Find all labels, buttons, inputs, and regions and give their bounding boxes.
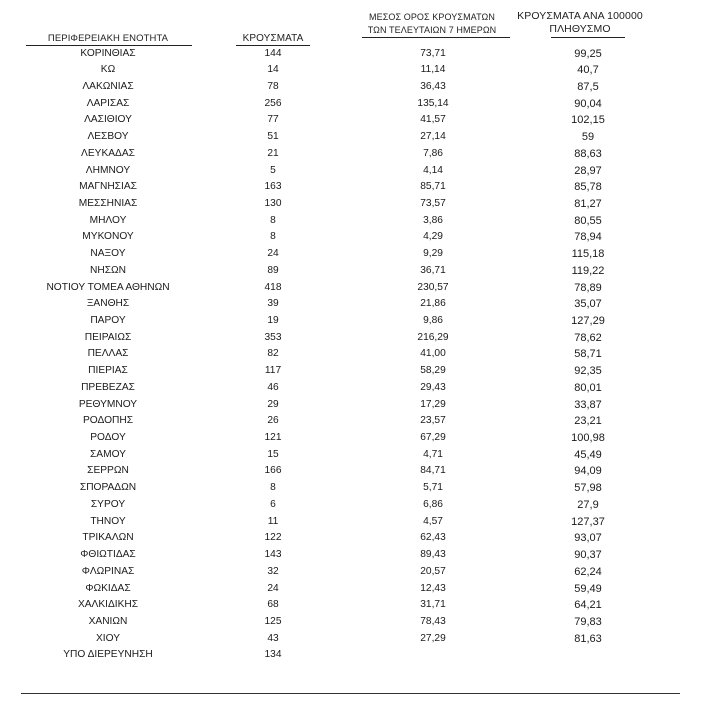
- table-row: [0, 547, 703, 564]
- table-row: [0, 296, 703, 313]
- cell-cases: 24: [267, 582, 279, 594]
- cell-cases: 256: [264, 97, 282, 109]
- cell-cases-per-100000: 78,94: [574, 231, 602, 244]
- cell-region: ΛΑΚΩΝΙΑΣ: [82, 80, 134, 92]
- table-body: [0, 46, 703, 665]
- cell-cases-per-100000: 59,49: [574, 582, 602, 595]
- cell-region: ΣΑΜΟΥ: [90, 448, 126, 460]
- cell-avg-7-days: 21,86: [420, 298, 446, 310]
- cell-cases-per-100000: 100,98: [571, 432, 605, 445]
- cell-region: ΛΑΡΙΣΑΣ: [86, 97, 130, 109]
- cell-avg-7-days: 36,43: [420, 80, 446, 92]
- cell-region: ΠΑΡΟΥ: [90, 315, 126, 326]
- cell-cases: 26: [267, 415, 279, 427]
- table-row: [0, 514, 703, 531]
- cell-region: ΚΩ: [100, 64, 116, 76]
- cell-region: ΧΑΝΙΩΝ: [88, 615, 128, 627]
- cell-avg-7-days: 230,57: [417, 281, 449, 293]
- cell-region: ΝΟΤΙΟΥ ΤΟΜΕΑ ΑΘΗΝΩΝ: [46, 281, 170, 293]
- cell-avg-7-days: 9,29: [423, 248, 443, 260]
- table-row: [0, 597, 703, 614]
- cell-avg-7-days: 41,57: [420, 114, 446, 126]
- cell-cases-per-100000: 119,22: [571, 264, 605, 277]
- cell-avg-7-days: 27,14: [420, 131, 446, 143]
- header-avg-7-days: [348, 11, 516, 36]
- cell-region: ΜΥΚΟΝΟΥ: [82, 231, 134, 243]
- cell-avg-7-days: 67,29: [420, 432, 446, 444]
- header-region: ΠΕΡΙΦΕΡΕΙΑΚΗ ΕΝΟΤΗΤΑ: [47, 33, 169, 44]
- cell-cases: 6: [270, 498, 276, 510]
- cell-region: ΧΑΛΚΙΔΙΚΗΣ: [77, 599, 139, 611]
- cell-cases: 5: [270, 164, 276, 176]
- cell-cases-per-100000: 35,07: [574, 298, 602, 311]
- cell-cases-per-100000: 92,35: [574, 365, 602, 378]
- cell-avg-7-days: 4,57: [423, 515, 443, 527]
- cell-cases-per-100000: 58,71: [574, 348, 602, 361]
- cell-cases: 24: [267, 248, 279, 260]
- header-per100k-line1: ΚΡΟΥΣΜΑΤΑ ΑΝΑ 100000: [517, 10, 643, 22]
- cell-region: ΥΠΟ ΔΙΕΡΕΥΝΗΣΗ: [63, 649, 153, 661]
- cell-region: ΣΕΡΡΩΝ: [87, 465, 129, 477]
- table-row: [0, 497, 703, 514]
- cell-cases-per-100000: 40,7: [577, 64, 599, 77]
- cell-region: ΦΘΙΩΤΙΔΑΣ: [80, 549, 136, 561]
- cell-cases-per-100000: 87,5: [577, 80, 599, 93]
- table-row: [0, 313, 703, 330]
- header-cases-per-100000: [515, 10, 645, 36]
- header-avg-line2: ΤΩΝ ΤΕΛΕΥΤΑΙΩΝ 7 ΗΜΕΡΩΝ: [367, 24, 497, 35]
- cell-cases: 143: [264, 549, 282, 561]
- cell-cases-per-100000: 78,89: [574, 281, 602, 294]
- table-row: [0, 581, 703, 598]
- cell-avg-7-days: 85,71: [420, 181, 446, 193]
- cell-cases-per-100000: 80,01: [574, 381, 602, 394]
- table-row: [0, 146, 703, 163]
- table-row: [0, 79, 703, 96]
- table-row: [0, 46, 703, 63]
- cell-avg-7-days: 73,57: [420, 197, 446, 209]
- cell-avg-7-days: 89,43: [420, 549, 446, 561]
- cell-avg-7-days: 73,71: [420, 47, 446, 59]
- cell-avg-7-days: 41,00: [420, 348, 446, 360]
- cell-cases-per-100000: 57,98: [574, 482, 602, 495]
- table-row: [0, 196, 703, 213]
- cell-cases: 15: [267, 448, 279, 460]
- cell-cases-per-100000: 59: [581, 131, 595, 144]
- cell-avg-7-days: 36,71: [420, 264, 446, 276]
- cell-cases-per-100000: 102,15: [571, 114, 605, 127]
- cell-avg-7-days: 216,29: [417, 331, 449, 343]
- cell-region: ΣΥΡΟΥ: [90, 498, 126, 510]
- header-avg-underline: [362, 37, 510, 38]
- cell-cases-per-100000: 88,63: [574, 147, 602, 160]
- cell-region: ΜΑΓΝΗΣΙΑΣ: [79, 181, 137, 193]
- table-row: [0, 480, 703, 497]
- cell-avg-7-days: 62,43: [420, 532, 446, 544]
- cell-avg-7-days: 23,57: [420, 415, 446, 427]
- cell-avg-7-days: 7,86: [423, 147, 443, 159]
- cell-cases-per-100000: 90,04: [574, 97, 602, 110]
- cell-cases-per-100000: 27,9: [577, 498, 599, 511]
- cell-cases-per-100000: 85,78: [574, 181, 602, 194]
- cell-cases: 46: [267, 381, 279, 393]
- cell-cases: 418: [264, 281, 282, 293]
- cell-region: ΛΑΣΙΘΙΟΥ: [84, 114, 132, 126]
- cell-avg-7-days: 4,71: [423, 448, 443, 460]
- cell-cases-per-100000: 81,27: [574, 197, 602, 210]
- cell-cases: 163: [264, 181, 282, 193]
- cell-cases: 166: [264, 465, 282, 477]
- cell-region: ΝΗΣΩΝ: [90, 264, 126, 276]
- cell-region: ΧΙΟΥ: [95, 632, 121, 644]
- cell-region: ΤΡΙΚΑΛΩΝ: [82, 532, 134, 544]
- cell-avg-7-days: 20,57: [420, 565, 446, 577]
- table-row: [0, 129, 703, 146]
- cell-region: ΠΕΛΛΑΣ: [87, 348, 129, 360]
- cell-cases: 68: [267, 599, 279, 611]
- cell-cases: 32: [267, 565, 279, 577]
- table-row: [0, 179, 703, 196]
- cell-region: ΡΟΔΟΠΗΣ: [82, 415, 134, 427]
- cell-cases: 43: [267, 632, 279, 644]
- cell-region: ΡΕΘΥΜΝΟΥ: [78, 398, 138, 410]
- header-avg-line1: ΜΕΣΟΣ ΟΡΟΣ ΚΡΟΥΣΜΑΤΩΝ: [369, 12, 495, 22]
- cell-avg-7-days: 4,14: [423, 164, 443, 176]
- cell-avg-7-days: 29,43: [420, 381, 446, 393]
- cell-cases: 121: [264, 432, 282, 444]
- cell-cases-per-100000: 93,07: [574, 532, 602, 545]
- cell-region: ΡΟΔΟΥ: [90, 432, 126, 444]
- cell-cases: 144: [264, 47, 282, 59]
- cell-avg-7-days: 84,71: [420, 465, 446, 477]
- cell-region: ΚΟΡΙΝΘΙΑΣ: [80, 47, 136, 59]
- table-row: [0, 647, 703, 664]
- header-per100k-line2: ΠΛΗΘΥΣΜΟ: [549, 23, 611, 35]
- cell-cases-per-100000: 62,24: [574, 565, 602, 578]
- table-row: [0, 397, 703, 414]
- cell-avg-7-days: 12,43: [420, 582, 446, 594]
- cell-avg-7-days: 5,71: [423, 482, 443, 494]
- cell-avg-7-days: 78,43: [420, 615, 446, 627]
- header-cases: ΚΡΟΥΣΜΑΤΑ: [242, 33, 304, 44]
- cell-region: ΛΕΥΚΑΔΑΣ: [81, 147, 135, 159]
- cell-cases: 78: [267, 80, 279, 92]
- cell-region: ΞΑΝΘΗΣ: [86, 298, 130, 310]
- table-row: [0, 564, 703, 581]
- table-row: [0, 280, 703, 297]
- cell-cases-per-100000: 90,37: [574, 549, 602, 562]
- cell-cases: 117: [264, 365, 282, 377]
- cell-avg-7-days: 11,14: [420, 64, 446, 76]
- table-row: [0, 447, 703, 464]
- cell-avg-7-days: 3,86: [423, 214, 443, 226]
- cell-cases-per-100000: 80,55: [574, 214, 602, 227]
- table-row: [0, 430, 703, 447]
- cell-region: ΜΗΛΟΥ: [89, 214, 127, 226]
- cell-cases-per-100000: 99,25: [574, 47, 602, 60]
- cell-cases: 8: [270, 231, 276, 243]
- table-row: [0, 463, 703, 480]
- cell-cases-per-100000: 127,37: [571, 515, 605, 528]
- cell-cases: 353: [264, 331, 282, 343]
- table-bottom-rule: [21, 693, 680, 694]
- cell-cases: 82: [267, 348, 279, 360]
- cell-cases-per-100000: 127,29: [571, 315, 605, 327]
- cell-region: ΣΠΟΡΑΔΩΝ: [79, 482, 137, 494]
- cell-region: ΝΑΞΟΥ: [90, 248, 126, 260]
- cell-cases-per-100000: 115,18: [571, 248, 605, 261]
- cell-region: ΦΛΩΡΙΝΑΣ: [81, 565, 135, 577]
- cell-cases: 134: [264, 649, 282, 661]
- cell-cases: 14: [267, 64, 279, 76]
- table-row: [0, 112, 703, 129]
- cell-avg-7-days: 4,29: [423, 231, 443, 243]
- cell-cases-per-100000: 78,62: [574, 331, 602, 344]
- cell-avg-7-days: 6,86: [423, 498, 443, 510]
- table-row: [0, 380, 703, 397]
- cell-region: ΛΕΣΒΟΥ: [87, 131, 129, 143]
- cell-avg-7-days: 27,29: [420, 632, 446, 644]
- table-row: [0, 530, 703, 547]
- cell-avg-7-days: 58,29: [420, 365, 446, 377]
- table-row: [0, 413, 703, 430]
- cell-cases: 51: [267, 131, 279, 143]
- cell-region: ΛΗΜΝΟΥ: [85, 164, 131, 176]
- cell-cases: 39: [267, 298, 279, 310]
- cell-region: ΠΙΕΡΙΑΣ: [88, 365, 128, 377]
- cell-avg-7-days: 135,14: [417, 97, 449, 109]
- cell-cases: 8: [270, 482, 276, 494]
- cell-cases-per-100000: 23,21: [574, 415, 602, 428]
- table-row: [0, 263, 703, 280]
- table-row: [0, 631, 703, 648]
- cell-cases: 77: [267, 114, 279, 126]
- table-row: [0, 163, 703, 180]
- table-row: [0, 330, 703, 347]
- cell-cases: 122: [264, 532, 282, 544]
- cell-cases: 11: [267, 515, 279, 527]
- cell-cases: 89: [267, 264, 279, 276]
- cell-region: ΠΕΙΡΑΙΩΣ: [84, 331, 132, 343]
- cell-cases: 19: [267, 315, 279, 326]
- cell-cases: 130: [264, 197, 282, 209]
- table-row: [0, 96, 703, 113]
- cell-cases: 21: [267, 147, 279, 159]
- table-row: [0, 363, 703, 380]
- cell-cases: 29: [267, 398, 279, 410]
- cell-cases-per-100000: 28,97: [574, 164, 602, 177]
- cell-cases: 8: [270, 214, 276, 226]
- cell-cases-per-100000: 64,21: [574, 599, 602, 612]
- table-row: [0, 346, 703, 363]
- table-row: [0, 229, 703, 246]
- cell-region: ΦΩΚΙΔΑΣ: [85, 582, 131, 594]
- table-row: [0, 213, 703, 230]
- cell-region: ΤΗΝΟΥ: [90, 515, 126, 527]
- cell-cases-per-100000: 45,49: [574, 448, 602, 461]
- table-row: [0, 62, 703, 79]
- cell-cases-per-100000: 81,63: [574, 632, 602, 645]
- cell-cases-per-100000: 33,87: [574, 398, 602, 411]
- table-row: [0, 246, 703, 263]
- header-per100k-underline: [551, 37, 625, 38]
- cell-avg-7-days: 9,86: [423, 315, 443, 326]
- table-row: [0, 614, 703, 631]
- cell-cases: 125: [264, 615, 282, 627]
- cell-region: ΠΡΕΒΕΖΑΣ: [81, 381, 135, 393]
- cell-avg-7-days: 17,29: [420, 398, 446, 410]
- cell-cases-per-100000: 94,09: [574, 465, 602, 478]
- cell-cases-per-100000: 79,83: [574, 615, 602, 628]
- cell-region: ΜΕΣΣΗΝΙΑΣ: [78, 197, 138, 209]
- cell-avg-7-days: 31,71: [420, 599, 446, 611]
